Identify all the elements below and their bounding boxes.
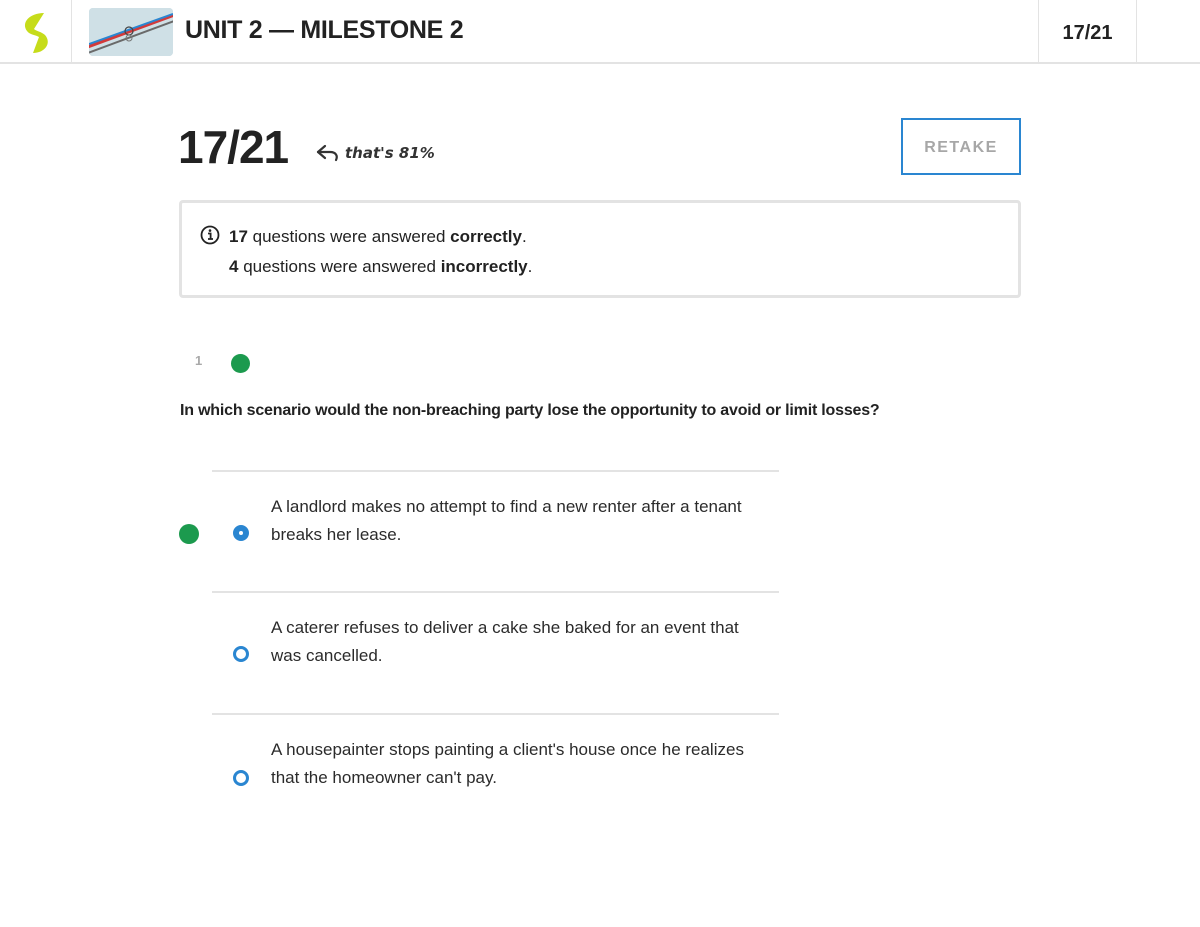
period: . [527,257,533,276]
incorrect-count: 4 [229,257,239,276]
question-number: 1 [195,353,203,368]
percent-note [315,143,435,163]
answer-text: A caterer refuses to deliver a cake she baked for an event that was cancelled. [271,618,739,665]
unit-thumbnail [89,8,173,56]
unit-title: UNIT 2 — MILESTONE 2 [185,16,464,44]
percent-text: that's 81% [345,144,435,162]
return-arrow-icon [315,143,341,163]
correct-count: 17 [229,227,248,246]
top-bar [0,0,1200,64]
correct-dot-icon [179,524,199,544]
radio-icon[interactable] [233,646,249,662]
radio-icon[interactable] [233,770,249,786]
incorrect-text: questions were answered [238,257,441,276]
result-score: 17/21 [178,121,289,173]
sophia-logo-icon[interactable] [19,11,53,55]
correct-word: correctly [450,227,522,246]
incorrect-summary [229,257,532,277]
correct-dot-icon [231,354,250,373]
answer-option[interactable] [212,591,779,712]
answer-text: A housepainter stops painting a client's house once he realizes that the homeowner can't pay. [271,740,744,787]
correct-summary [229,227,527,247]
incorrect-word: incorrectly [440,257,528,276]
header-score: 17/21 [1038,0,1137,62]
period: . [521,227,527,246]
answer-text: A landlord makes no attempt to find a new renter after a tenant breaks her lease. [271,497,742,544]
correct-text: questions were answered [247,227,451,246]
radio-icon[interactable] [233,525,249,541]
answer-option[interactable] [212,470,779,591]
results-summary [179,200,1021,298]
retake-button[interactable]: RETAKE [901,118,1021,175]
info-icon [200,225,220,245]
question-text: In which scenario would the non-breaching party lose the opportunity to avoid or limit losses? [180,402,880,419]
answer-option[interactable] [212,713,779,813]
logo-cell[interactable] [0,0,72,62]
